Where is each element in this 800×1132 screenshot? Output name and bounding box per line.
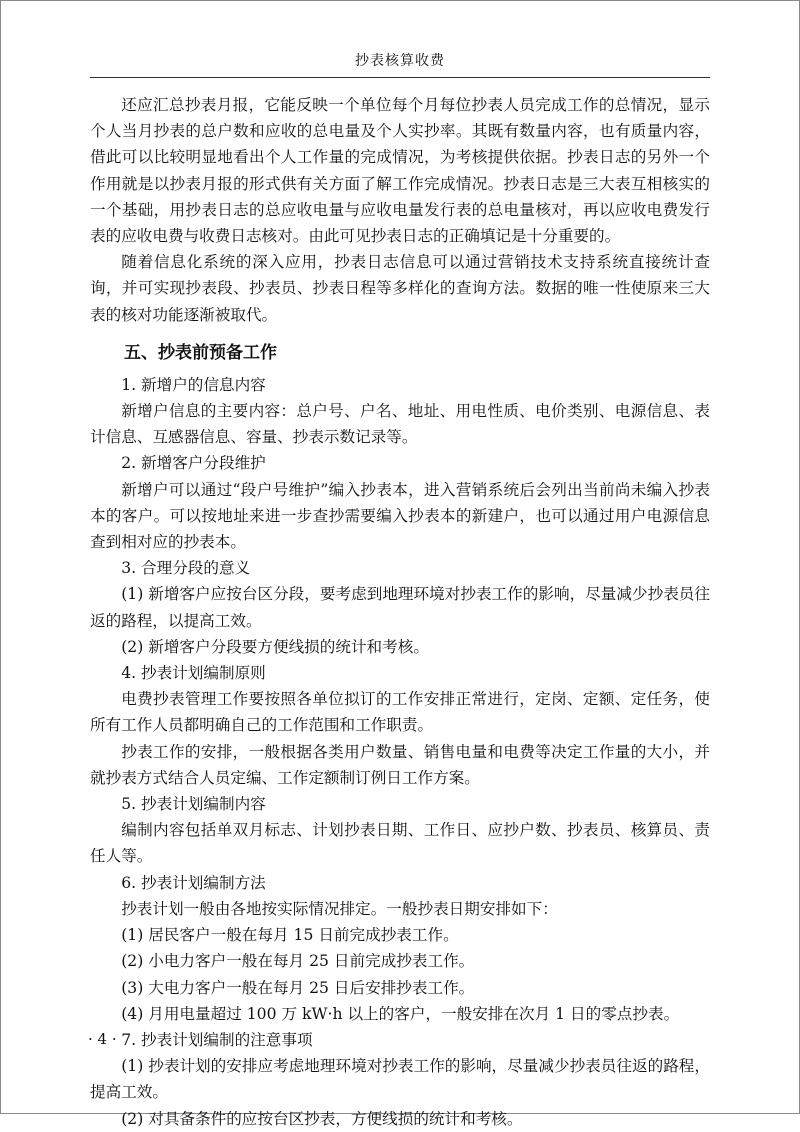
section-heading: 五、抄表前预备工作 <box>124 342 277 363</box>
list-item: (1) 新增客户应按台区分段，要考虑到地理环境对抄表工作的影响，尽量减少抄表员往返的路程，以提高工效。 <box>90 585 710 630</box>
subsection-title: 1. 新增户的信息内容 <box>121 375 266 394</box>
paragraph: 抄表计划一般由各地按实际情况排定。一般抄表日期安排如下： <box>121 899 558 918</box>
subsection-title: 6. 抄表计划编制方法 <box>121 873 266 892</box>
paragraph: 随着信息化系统的深入应用，抄表日志信息可以通过营销技术支持系统直接统计查询，并可实现抄表段、抄表员、抄表日程等多样化的查询方法。数据的唯一性使原来三大表的核对功能逐渐被取代。 <box>90 253 710 324</box>
list-item: (3) 大电力客户一般在每月 25 日后安排抄表工作。 <box>121 978 475 997</box>
list-item: (1) 居民客户一般在每月 15 日前完成抄表工作。 <box>121 926 459 945</box>
list-item: (2) 新增客户分段要方便线损的统计和考核。 <box>121 637 429 656</box>
list-item: (4) 月用电量超过 100 万 kW·h 以上的客户，一般安排在次月 1 日的零点抄表。 <box>121 1004 680 1023</box>
list-item: (2) 对具备条件的应按台区抄表，方便线损的统计和考核。 <box>121 1109 523 1128</box>
paragraph: 编制内容包括单双月标志、计划抄表日期、工作日、应抄户数、抄表员、核算员、责任人等。 <box>90 821 710 866</box>
subsection-title: 2. 新增客户分段维护 <box>121 454 266 473</box>
paragraph: 新增户信息的主要内容：总户号、户名、地址、用电性质、电价类别、电源信息、表计信息、互感器信息、容量、抄表示数记录等。 <box>90 402 710 447</box>
subsection-title: 4. 抄表计划编制原则 <box>121 664 266 683</box>
list-item: (2) 小电力客户一般在每月 25 日前完成抄表工作。 <box>121 952 475 971</box>
list-item: (1) 抄表计划的安排应考虑地理环境对抄表工作的影响，尽量减少抄表员往返的路程，提高工效。 <box>90 1057 710 1102</box>
paragraph: 电费抄表管理工作要按照各单位拟订的工作安排正常进行，定岗、定额、定任务，使所有工作人员都明确自己的工作范围和工作职责。 <box>90 690 710 735</box>
header-rule <box>90 77 710 78</box>
paragraph: 新增户可以通过“段户号维护”编入抄表本，进入营销系统后会列出当前尚未编入抄表本的客户。可以按地址来进一步查抄需要编入抄表本的新建户，也可以通过用户电源信息查到相对应的抄表本。 <box>90 480 710 552</box>
subsection-title: 3. 合理分段的意义 <box>121 559 251 578</box>
paragraph: 抄表工作的安排，一般根据各类用户数量、销售电量和电费等决定工作量的大小，并就抄表方式结合人员定编、工作定额制订例日工作方案。 <box>90 742 710 787</box>
subsection-title: 5. 抄表计划编制内容 <box>121 795 266 814</box>
page-content <box>90 92 710 1132</box>
page-number: · 4 · <box>88 1030 117 1048</box>
running-header: 抄表核算收费 <box>355 53 445 69</box>
paragraph: 还应汇总抄表月报，它能反映一个单位每个月每位抄表人员完成工作的总情况，显示个人当月抄表的总户数和应收的总电量及个人实抄率。其既有数量内容，也有质量内容，借此可以比较明显地看出个人工作量的完成情况，为考核提供依据。抄表日志的另外一个作用就是以抄表月报的形式供有关方面了解工作完成情况。抄表日志是三大表互相核实的一个基础，用抄表日志的总应收电量与应收电量发行表的总电量核对，再以应收电费发行表的应收电费与收费日志核对。由此可见抄表日志的正确填记是十分重要的。 <box>90 96 710 246</box>
subsection-title: 7. 抄表计划编制的注意事项 <box>121 1030 313 1049</box>
